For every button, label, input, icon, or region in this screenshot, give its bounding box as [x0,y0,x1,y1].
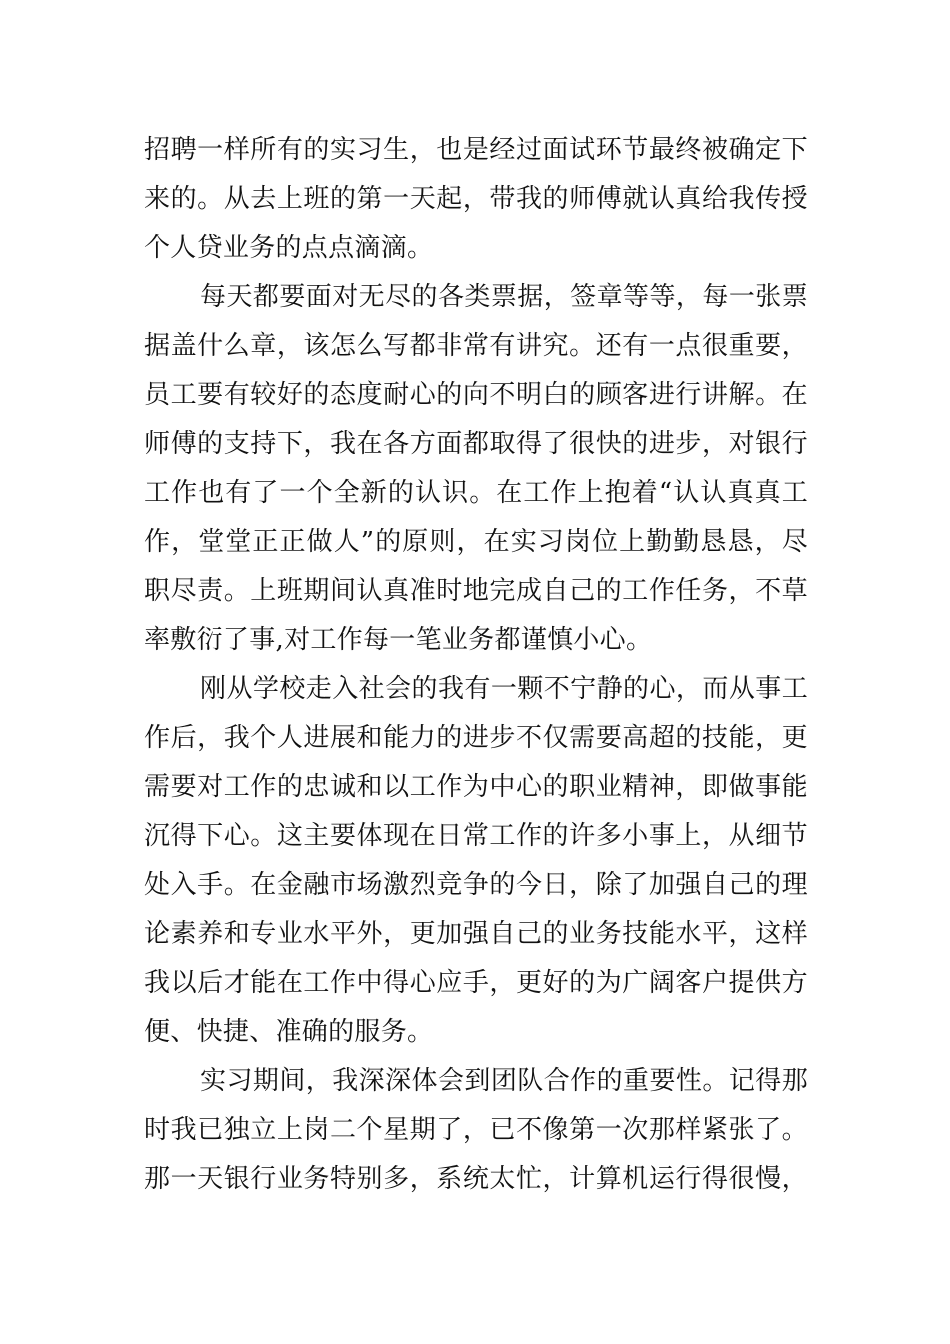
text-line: 便、快捷、准确的服务。 [144,1017,434,1047]
paragraph [144,273,808,665]
paragraph [144,126,808,273]
text-line: 刚从学校走入社会的我有一颗不宁静的心，而从事工 [200,674,808,704]
text-line: 处入手。在金融市场激烈竞争的今日，除了加强自己的理 [144,870,808,900]
paragraph [144,665,808,1057]
text-line: 那一天银行业务特别多，系统太忙，计算机运行得很慢， [144,1164,808,1194]
text-line: 职尽责。上班期间认真准时地完成自己的工作任务，不草 [144,576,808,606]
text-line: 据盖什么章，该怎么写都非常有讲究。还有一点很重要， [144,331,808,361]
text-line: 论素养和专业水平外，更加强自己的业务技能水平，这样 [144,919,808,949]
text-line: 实习期间，我深深体会到团队合作的重要性。记得那 [200,1066,808,1096]
paragraph [144,1057,808,1204]
text-line: 作后，我个人进展和能力的进步不仅需要高超的技能，更 [144,723,808,753]
text-line: 需要对工作的忠诚和以工作为中心的职业精神，即做事能 [144,772,808,802]
document-body [144,126,808,1204]
text-line: 沉得下心。这主要体现在日常工作的许多小事上，从细节 [144,821,808,851]
text-line: 我以后才能在工作中得心应手，更好的为广阔客户提供方 [144,968,808,998]
text-line: 时我已独立上岗二个星期了，已不像第一次那样紧张了。 [144,1115,808,1145]
text-line: 作，堂堂正正做人”的原则，在实习岗位上勤勤恳恳，尽 [144,527,808,557]
text-line: 个人贷业务的点点滴滴。 [144,233,434,263]
text-line: 工作也有了一个全新的认识。在工作上抱着“认认真真工 [144,478,808,508]
text-line: 师傅的支持下，我在各方面都取得了很快的进步，对银行 [144,429,808,459]
text-line: 率敷衍了事,对工作每一笔业务都谨慎小心。 [144,625,653,655]
text-line: 员工要有较好的态度耐心的向不明白的顾客进行讲解。在 [144,380,808,410]
text-line: 每天都要面对无尽的各类票据，签章等等，每一张票 [200,282,808,312]
text-line: 来的。从去上班的第一天起，带我的师傅就认真给我传授 [144,184,808,214]
text-line: 招聘一样所有的实习生，也是经过面试环节最终被确定下 [144,135,808,165]
